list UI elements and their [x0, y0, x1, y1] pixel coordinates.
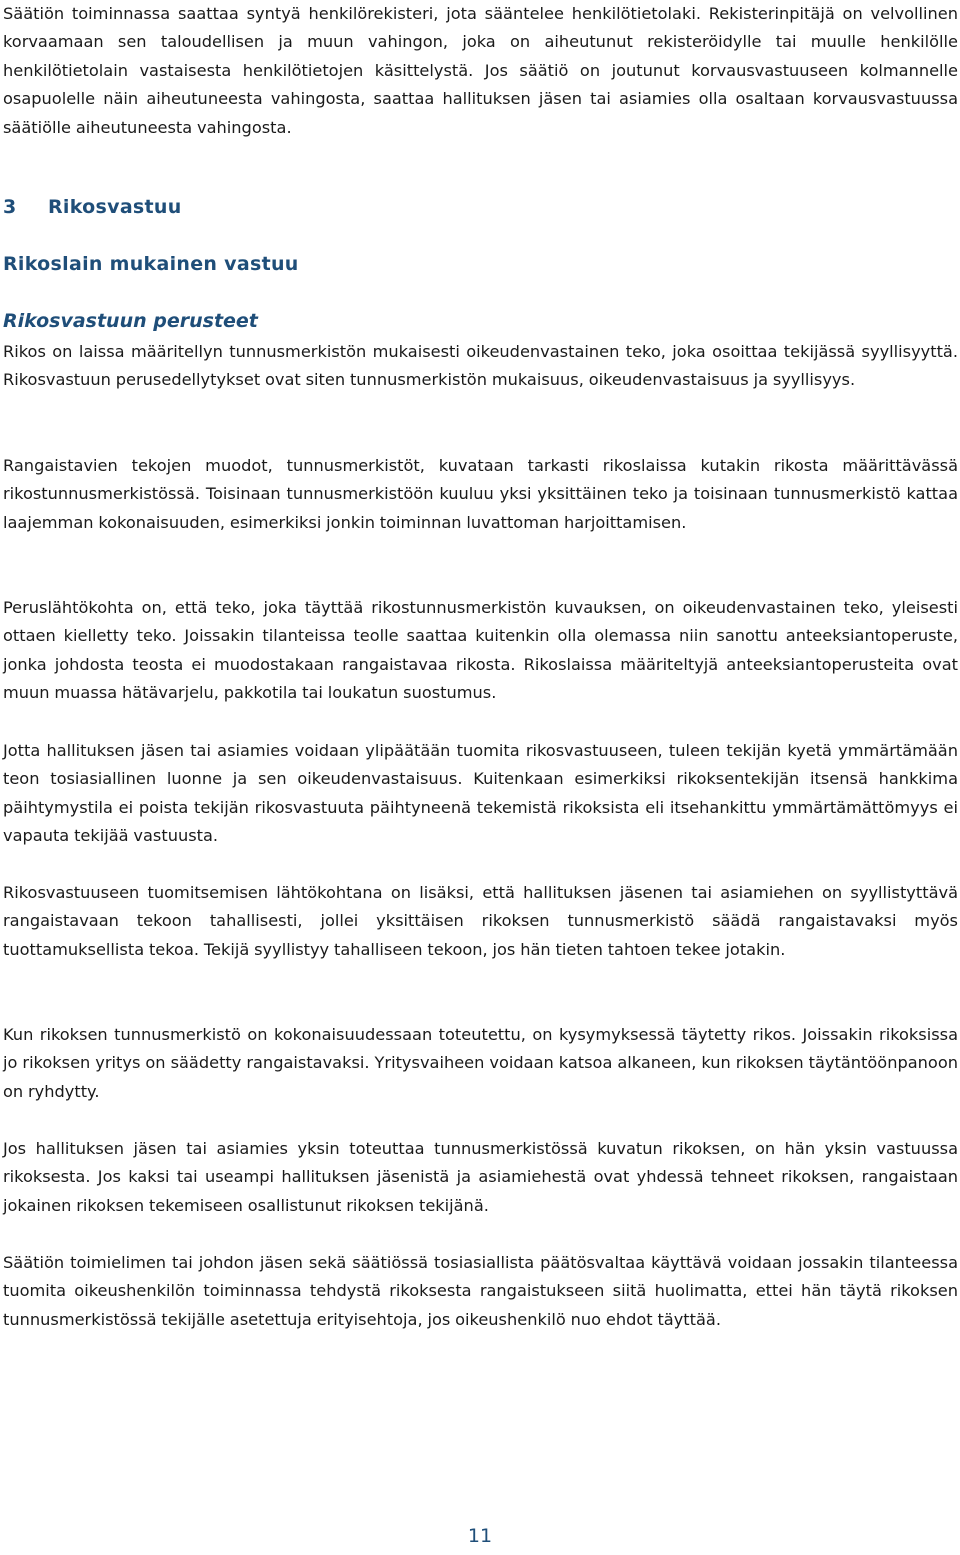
subsubsection-heading: Rikosvastuun perusteet — [3, 310, 258, 332]
body-paragraph-1: Rikos on laissa määritellyn tunnusmerkistön mukaisesti oikeudenvastainen teko, joka osoittaa tekijässä syyllisyyttä. Rikosvastuun perusedellytykset ovat siten tunnusmerkistön mukaisuus, oikeudenvastaisuus ja syyllisyys. — [3, 342, 958, 390]
section-number: 3 — [3, 196, 17, 218]
subsection-heading: Rikoslain mukainen vastuu — [3, 253, 299, 275]
body-paragraph-8: Säätiön toimielimen tai johdon jäsen sekä säätiössä tosiasiallista päätösvaltaa käyttävä voidaan jossakin tilanteessa tuomita oikeushenkilön toiminnassa tehdystä rikoksesta rangaistukseen siitä huolimatta, ettei hän täytä rikoksen tunnusmerkistössä tekijälle asetettuja erityisehtoja, jos oikeushenkilö nuo ehdot täyttää. — [3, 1253, 958, 1329]
body-paragraph-5: Rikosvastuuseen tuomitsemisen lähtökohtana on lisäksi, että hallituksen jäsenen tai asiamiehen on syyllistyttävä rangaistavaan tekoon tahallisesti, jollei yksittäisen rikoksen tunnusmerkistö säädä rangaistavaksi myös tuottamuksellista tekoa. Tekijä syyllistyy tahalliseen tekoon, jos hän tieten tahtoen tekee jotakin. — [3, 883, 958, 959]
page-number: 11 — [467, 1525, 493, 1547]
body-paragraph-4: Jotta hallituksen jäsen tai asiamies voidaan ylipäätään tuomita rikosvastuuseen, tuleen tekijän kyetä ymmärtämään teon tosiasiallinen luonne ja sen oikeudenvastaisuus. Kuitenkaan esimerkiksi rikoksentekijän itsensä hankkima päihtymystila ei poista tekijän rikosvastuuta päihtyneenä tekemistä rikoksista eli itsehankittu ymmärtämättömyys ei vapauta tekijää vastuusta. — [3, 741, 958, 846]
body-paragraph-2: Rangaistavien tekojen muodot, tunnusmerkistöt, kuvataan tarkasti rikoslaissa kutakin rikosta määrittävässä rikostunnusmerkistössä. Toisinaan tunnusmerkistöön kuuluu yksi yksittäinen teko ja toisinaan tunnusmerkistö kattaa laajemman kokonaisuuden, esimerkiksi jonkin toiminnan luvattoman harjoittamisen. — [3, 456, 958, 532]
section-heading — [3, 196, 182, 218]
body-paragraph-7: Jos hallituksen jäsen tai asiamies yksin toteuttaa tunnusmerkistössä kuvatun rikoksen, on hän yksin vastuussa rikoksesta. Jos kaksi tai useampi hallituksen jäsenistä ja asiamiehestä ovat yhdessä tehneet rikoksen, rangaistaan jokainen rikoksen tekemiseen osallistunut rikoksen tekijänä. — [3, 1139, 958, 1215]
intro-paragraph: Säätiön toiminnassa saattaa syntyä henkilörekisteri, jota sääntelee henkilötietolaki. Rekisterinpitäjä on velvollinen korvaamaan sen taloudellisen ja muun vahingon, joka on aiheutunut rekisteröidylle tai muulle henkilölle henkilötietolain vastaisesta henkilötietojen käsittelystä. Jos säätiö on joutunut korvausvastuuseen kolmannelle osapuolelle näin aiheutuneesta vahingosta, saattaa hallituksen jäsen tai asiamies olla osaltaan korvausvastuussa säätiölle aiheutuneesta vahingosta. — [3, 4, 958, 137]
body-paragraph-3: Peruslähtökohta on, että teko, joka täyttää rikostunnusmerkistön kuvauksen, on oikeudenvastainen teko, yleisesti ottaen kielletty teko. Joissakin tilanteissa teolle saattaa kuitenkin olla olemassa niin sanottu anteeksiantoperuste, jonka johdosta teosta ei muodostakaan rangaistavaa rikosta. Rikoslaissa määriteltyjä anteeksiantoperusteita ovat muun muassa hätävarjelu, pakkotila tai loukatun suostumus. — [3, 598, 958, 703]
section-title: Rikosvastuu — [48, 196, 182, 218]
body-paragraph-6: Kun rikoksen tunnusmerkistö on kokonaisuudessaan toteutettu, on kysymyksessä täytetty rikos. Joissakin rikoksissa jo rikoksen yritys on säädetty rangaistavaksi. Yritysvaiheen voidaan katsoa alkaneen, kun rikoksen täytäntöönpanoon on ryhdytty. — [3, 1025, 958, 1101]
